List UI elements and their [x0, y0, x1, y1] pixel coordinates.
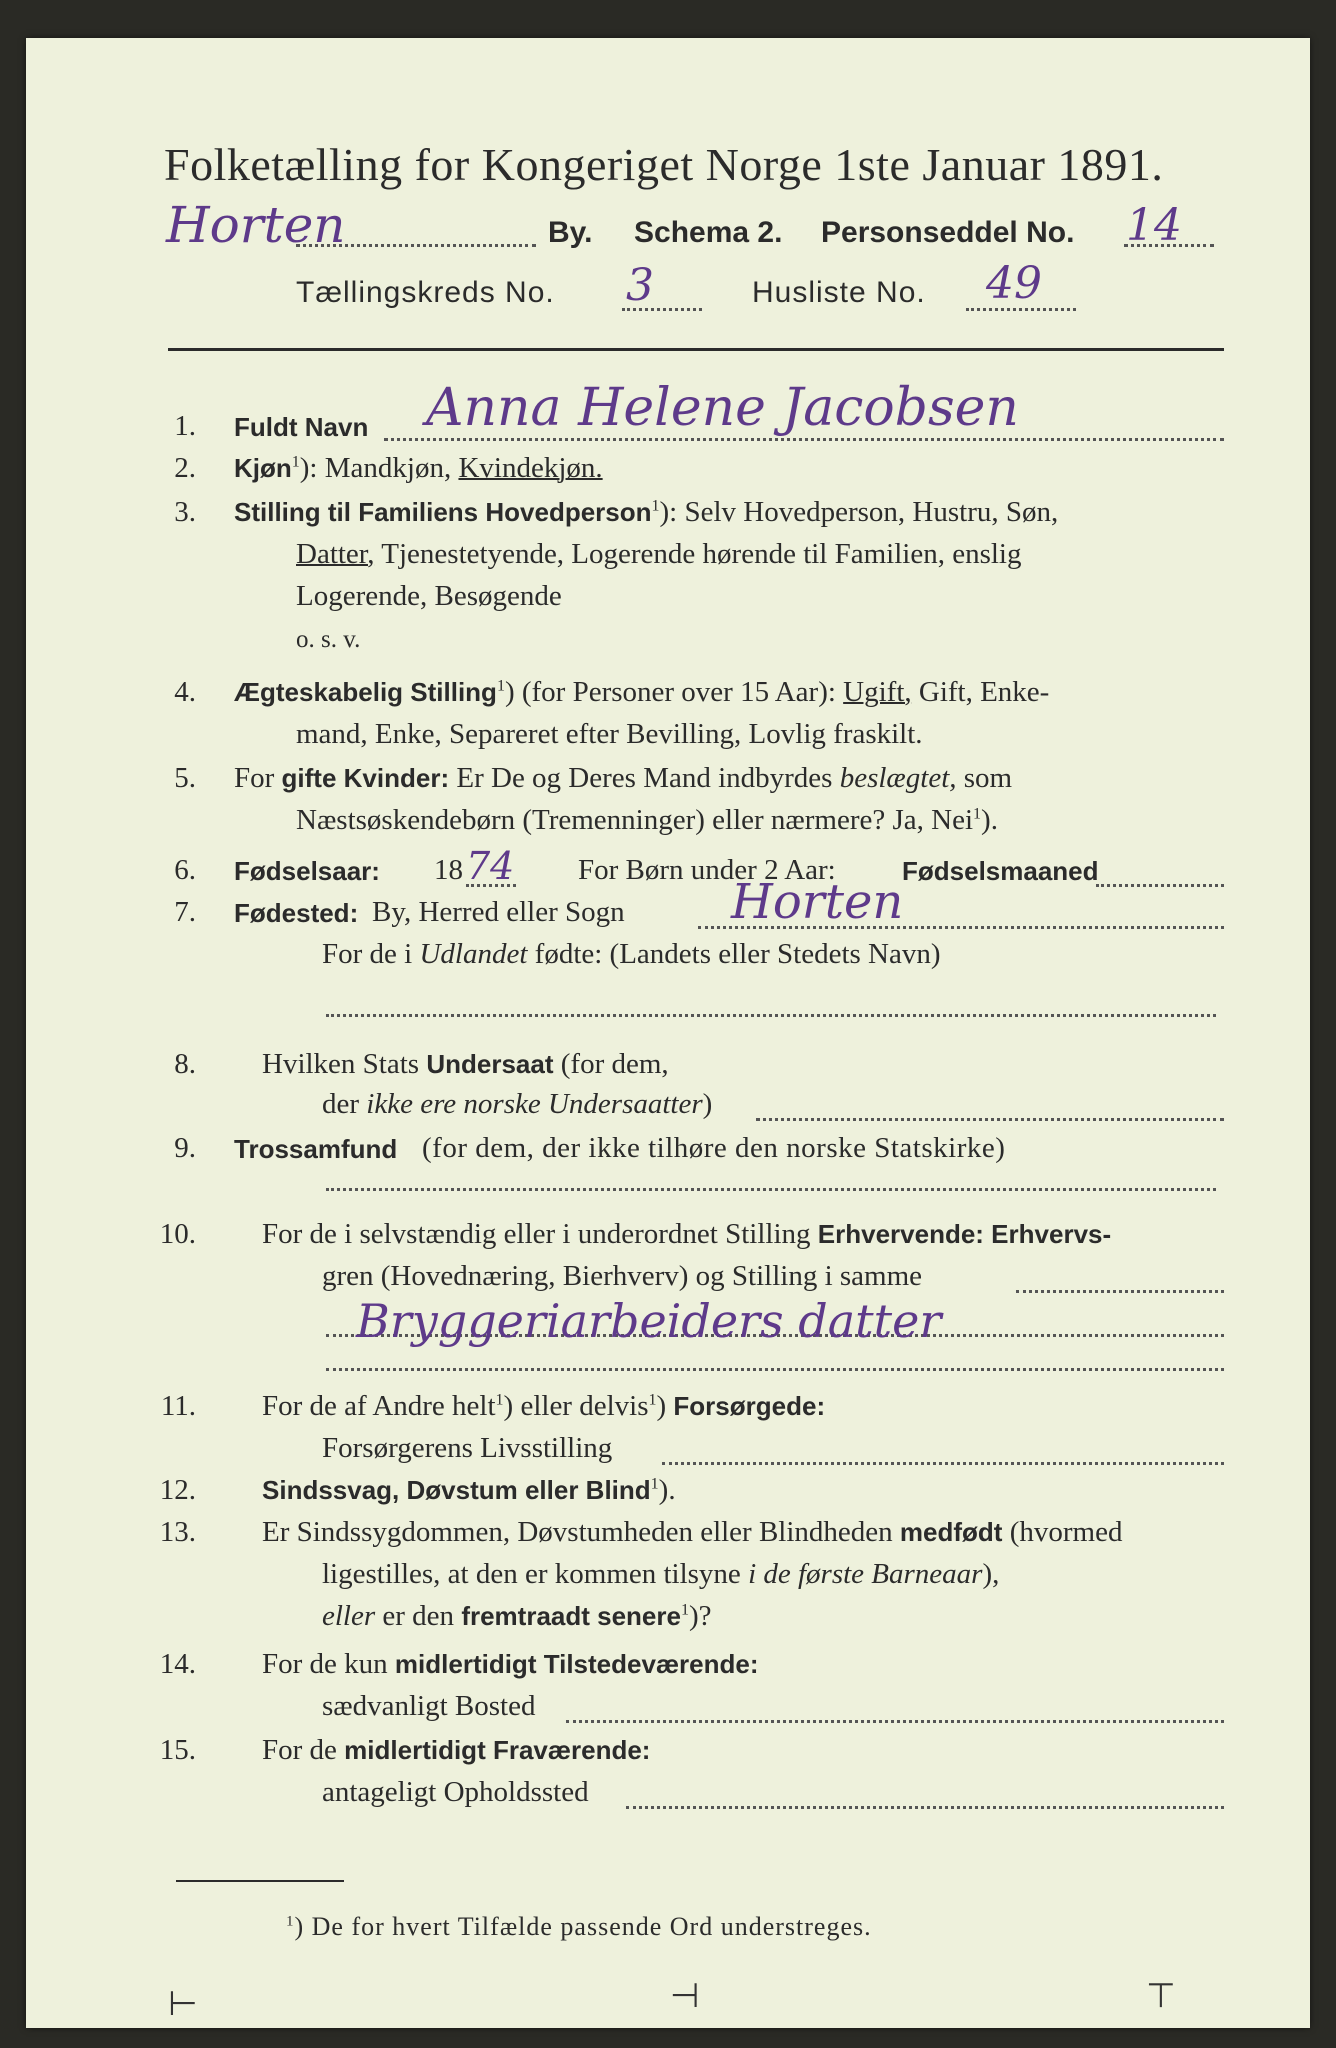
- q13-line1: [262, 1516, 1122, 1549]
- footnote: [286, 1912, 872, 1942]
- q8-line: [756, 1118, 1224, 1121]
- q5-line1: [234, 762, 1012, 795]
- q7-answer-place: Horten: [731, 874, 904, 930]
- q12-end: ).: [658, 1474, 676, 1506]
- q8-line2-b: ): [702, 1088, 713, 1120]
- husliste-line: [966, 308, 1076, 311]
- q13-footnote-ref: 1: [680, 1601, 689, 1619]
- q4-text-a: ) (for Personer over 15 Aar):: [504, 676, 836, 708]
- q1-label: Fuldt Navn: [234, 412, 369, 442]
- q3-line4: o. s. v.: [296, 626, 361, 653]
- q6-label2: Fødselsmaaned: [902, 856, 1099, 886]
- q10-line2-fill: [1016, 1290, 1224, 1293]
- q13-text-a: Er Sindssygdommen, Døvstumheden eller Blindheden: [262, 1516, 893, 1548]
- q8-label: Undersaat: [426, 1049, 554, 1079]
- q7-line2: [322, 938, 941, 971]
- census-form-sheet: [26, 38, 1310, 2028]
- kreds-number: 3: [626, 260, 654, 311]
- q12-line: [262, 1474, 676, 1507]
- q5-label: gifte Kvinder:: [281, 763, 450, 793]
- q5-line2-text: Næstsøskendebørn (Tremenninger) eller nærmere? Ja, Nei: [296, 804, 974, 836]
- q5-text-a: For: [234, 762, 275, 794]
- q3-label: Stilling til Familiens Hovedperson: [234, 497, 652, 527]
- q8-text-b: (for dem,: [560, 1048, 669, 1080]
- q7-text-a: By, Herred eller Sogn: [372, 896, 625, 928]
- q2-label: Kjøn: [234, 453, 292, 483]
- q12-footnote-ref: 1: [650, 1475, 659, 1493]
- q6-year-line: [466, 884, 516, 887]
- q14-number: 14.: [159, 1648, 196, 1680]
- q11-line1: [262, 1390, 825, 1423]
- q11-number: 11.: [160, 1390, 196, 1422]
- q2-number: 2.: [174, 452, 196, 484]
- kreds-line: [622, 308, 702, 311]
- q7-line2-b: fødte: (Landets eller Stedets Navn): [534, 938, 941, 970]
- q3-footnote-ref: 1: [651, 497, 660, 515]
- schema-label: Schema 2.: [634, 216, 783, 249]
- q1-answer-name: Anna Helene Jacobsen: [426, 378, 1019, 438]
- q10-answer-occupation: Bryggeriarbeiders datter: [356, 1294, 942, 1348]
- q5-text-c: som: [963, 762, 1013, 794]
- q1-number: 1.: [174, 410, 196, 442]
- q8-line2: [322, 1088, 712, 1121]
- q6-text-a: For Børn under 2 Aar:: [578, 854, 836, 886]
- q2-footnote-ref: 1: [291, 453, 300, 471]
- q8-line2-italic: ikke ere norske Undersaatter: [366, 1088, 703, 1120]
- kreds-label: Tællingskreds No.: [296, 276, 555, 309]
- q3-line1-rest: ): Selv Hovedperson, Hustru, Søn,: [659, 496, 1059, 528]
- q8-number: 8.: [174, 1048, 196, 1080]
- q10-text-a: For de i selvstændig eller i underordnet Stilling: [262, 1218, 811, 1250]
- q6-month-line: [1096, 884, 1224, 887]
- q13-line3-end: )?: [688, 1600, 712, 1632]
- q10-answer-line-b: [326, 1368, 1224, 1371]
- q12-number: 12.: [159, 1474, 196, 1506]
- q11-label: Forsørgede:: [673, 1391, 826, 1421]
- q6-answer-year: 74: [466, 844, 515, 888]
- town-handwritten: Horten: [166, 196, 346, 254]
- q13-line2-italic: i de første Barneaar: [748, 1558, 983, 1590]
- q13-line2-a: ligestilles, at den er kommen tilsyne: [322, 1558, 741, 1590]
- q9-label: Trossamfund: [234, 1134, 398, 1164]
- q13-label: medfødt: [899, 1517, 1003, 1547]
- footnote-ref: 1: [286, 1913, 295, 1930]
- q6-number: 6.: [174, 854, 196, 886]
- footnote-rule: [176, 1880, 344, 1882]
- q4-number: 4.: [174, 676, 196, 708]
- q10-line2: gren (Hovednæring, Bierhverv) og Stilling i samme: [322, 1260, 923, 1292]
- q7-line2-a: For de i: [322, 938, 413, 970]
- q13-line3: [322, 1600, 712, 1633]
- q7-udlandet: Udlandet: [419, 938, 528, 970]
- q11-line2: Forsørgerens Livsstilling: [322, 1432, 613, 1464]
- q11-text-a: For de af Andre helt: [262, 1390, 496, 1422]
- punch-mark-left: ⊢: [168, 1984, 198, 2024]
- q5-beslaegtet: beslægtet,: [839, 762, 957, 794]
- personseddel-label: Personseddel No.: [821, 216, 1075, 249]
- q11-footnote-ref-1: 1: [495, 1391, 504, 1409]
- q14-line2: sædvanligt Bosted: [322, 1690, 536, 1722]
- by-label: By.: [548, 216, 593, 249]
- q13-line3-a: er den: [382, 1600, 455, 1632]
- q15-label: midlertidigt Fraværende:: [344, 1735, 651, 1765]
- q15-line1: [262, 1734, 650, 1767]
- q14-line: [566, 1720, 1224, 1723]
- q12-label: Sindssvag, Døvstum eller Blind: [262, 1475, 651, 1505]
- q3-line3: Logerende, Besøgende: [296, 580, 562, 612]
- personseddel-number: 14: [1126, 200, 1182, 251]
- q10-line1: [262, 1218, 1111, 1251]
- q6-label: Fødselsaar:: [234, 856, 380, 886]
- q8-text-a: Hvilken Stats: [262, 1048, 420, 1080]
- q4-text-b: Gift, Enke-: [918, 676, 1050, 708]
- husliste-label: Husliste No.: [752, 276, 926, 309]
- q8-line1: [262, 1048, 669, 1081]
- q7-number: 7.: [174, 896, 196, 928]
- punch-mark-center: ⊣: [670, 1976, 700, 2016]
- q6-prefix: 18: [434, 854, 463, 886]
- q8-line2-a: der: [322, 1088, 360, 1120]
- q13-line2: [322, 1558, 999, 1591]
- footnote-text: ) De for hvert Tilfælde passende Ord understreges.: [294, 1912, 872, 1941]
- q10-label: Erhvervende: Erhvervs-: [817, 1219, 1112, 1249]
- q2-text-a: ): Mandkjøn,: [299, 452, 452, 484]
- punch-mark-right: ⊤: [1146, 1976, 1176, 2016]
- q5-number: 5.: [174, 762, 196, 794]
- q3-line2-rest: Tjenestetyende, Logerende hørende til Familien, enslig: [381, 538, 1022, 570]
- q10-number: 10.: [159, 1218, 196, 1250]
- q5-line2: [296, 804, 998, 837]
- q15-line2: antageligt Opholdssted: [322, 1776, 589, 1808]
- q4-ugift-underlined: Ugift,: [843, 676, 912, 708]
- q4-line1: [234, 676, 1049, 709]
- q14-text-a: For de kun: [262, 1648, 388, 1680]
- q11-line: [662, 1462, 1224, 1465]
- q11-text-c: ): [656, 1390, 667, 1422]
- q15-line: [626, 1806, 1224, 1809]
- q13-number: 13.: [159, 1516, 196, 1548]
- q13-text-b: (hvormed: [1009, 1516, 1123, 1548]
- q3-datter-underlined: Datter,: [296, 538, 375, 570]
- q3-line1: [234, 496, 1058, 529]
- q11-footnote-ref-2: 1: [648, 1391, 657, 1409]
- form-title: Folketælling for Kongeriget Norge 1ste Januar 1891.: [164, 139, 1164, 190]
- q14-line1: [262, 1648, 759, 1681]
- q11-text-b: ) eller delvis: [503, 1390, 649, 1422]
- q14-label: midlertidigt Tilstedeværende:: [394, 1649, 759, 1679]
- q3-number: 3.: [174, 496, 196, 528]
- q15-number: 15.: [159, 1734, 196, 1766]
- town-line: [296, 244, 536, 247]
- q15-text-a: For de: [262, 1734, 337, 1766]
- q5-footnote-ref: 1: [973, 805, 982, 823]
- personseddel-line: [1124, 244, 1214, 247]
- q1-line: [384, 438, 1224, 441]
- q2-kvindekjon-underlined: Kvindekjøn.: [458, 452, 603, 484]
- q9-number: 9.: [174, 1132, 196, 1164]
- q7-abroad-line: [326, 1014, 1216, 1017]
- q2-line: [234, 452, 603, 485]
- q5-text-b: Er De og Deres Mand indbyrdes: [456, 762, 833, 794]
- q9-text-a: (for dem, der ikke tilhøre den norske Statskirke): [422, 1132, 1006, 1164]
- q4-footnote-ref: 1: [496, 677, 505, 695]
- q13-line3-eller: eller: [322, 1600, 376, 1632]
- q3-line2: [296, 538, 1022, 571]
- q13-line3-bold: fremtraadt senere: [461, 1601, 681, 1631]
- q9-answer-line: [326, 1188, 1216, 1191]
- q7-label: Fødested:: [234, 898, 359, 928]
- header-rule: [168, 348, 1224, 351]
- q5-line2-end: ).: [981, 804, 998, 836]
- husliste-number: 49: [986, 258, 1042, 309]
- q4-line2: mand, Enke, Separeret efter Bevilling, Lovlig fraskilt.: [296, 718, 923, 750]
- q4-label: Ægteskabelig Stilling: [234, 677, 497, 707]
- q13-line2-b: ),: [982, 1558, 1000, 1590]
